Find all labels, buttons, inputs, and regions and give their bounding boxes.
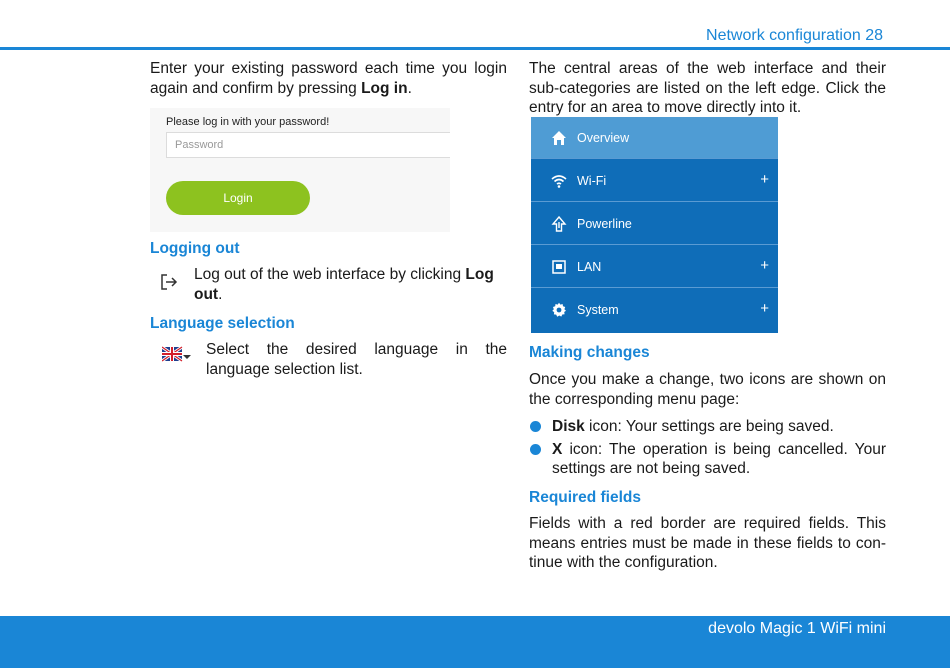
making-changes-heading: Making changes <box>529 344 650 361</box>
login-button[interactable]: Login <box>166 181 310 215</box>
bullet-dot-icon <box>530 444 541 455</box>
logout-paragraph: Log out of the web interface by clicking Log out. <box>194 266 494 303</box>
login-intro-paragraph: Enter your existing password each time you login again and confirm by pressing Log in. <box>150 60 507 97</box>
logging-out-heading: Logging out <box>150 240 240 257</box>
x-term: X <box>552 440 563 458</box>
menu-item-label: Overview <box>577 131 630 145</box>
language-paragraph: Select the desired language in the language selection list. <box>206 341 507 378</box>
left-column <box>150 59 507 98</box>
wifi-icon <box>551 173 567 189</box>
web-interface-menu <box>531 117 778 333</box>
footer-product-name: devolo Magic 1 WiFi mini <box>708 620 886 637</box>
required-fields-paragraph: Fields with a red border are required fields. This means entries must be made in these fields to con-tinue with the configuration. <box>529 515 886 571</box>
expand-plus-icon[interactable]: + <box>760 300 769 317</box>
menu-item-label: Wi-Fi <box>577 174 607 188</box>
list-item: X icon: The operation is being cancelled. Your settings are not being saved. <box>529 440 886 479</box>
menu-item-lan[interactable] <box>531 246 778 288</box>
list-item: Disk icon: Your settings are being saved. <box>529 417 886 437</box>
menu-item-overview[interactable] <box>531 117 778 159</box>
uk-flag-language-icon <box>162 346 192 364</box>
menu-intro-paragraph: The central areas of the web interface and their sub-categories are listed on the left edge. Click the entry for an area to move directly into it. <box>529 60 886 116</box>
making-changes-paragraph: Once you make a change, two icons are shown on the corresponding menu page: <box>529 371 886 408</box>
gear-icon <box>551 302 567 318</box>
lan-icon <box>551 259 567 275</box>
menu-item-system[interactable] <box>531 289 778 331</box>
right-column <box>529 59 886 118</box>
password-field[interactable]: Password <box>166 132 450 158</box>
language-selection-heading: Language selection <box>150 315 295 332</box>
expand-plus-icon[interactable]: + <box>760 257 769 274</box>
login-prompt-label: Please log in with your password! <box>166 116 330 128</box>
header-rule <box>0 47 950 50</box>
bullet-dot-icon <box>530 421 541 432</box>
menu-item-label: LAN <box>577 260 602 274</box>
log-in-term: Log in <box>361 79 408 97</box>
logout-icon <box>159 272 179 292</box>
disk-term: Disk <box>552 418 585 435</box>
menu-item-label: Powerline <box>577 217 632 231</box>
log-out-term: Log out <box>194 266 494 303</box>
menu-item-powerline[interactable] <box>531 203 778 245</box>
home-icon <box>551 130 567 146</box>
changes-bullet-list <box>529 417 886 482</box>
menu-item-label: System <box>577 303 619 317</box>
menu-item-wifi[interactable] <box>531 160 778 202</box>
page-header-title: Network configuration 28 <box>706 27 883 44</box>
required-fields-heading: Required fields <box>529 489 641 506</box>
login-screenshot <box>150 108 450 232</box>
powerline-icon <box>551 216 567 232</box>
expand-plus-icon[interactable]: + <box>760 171 769 188</box>
